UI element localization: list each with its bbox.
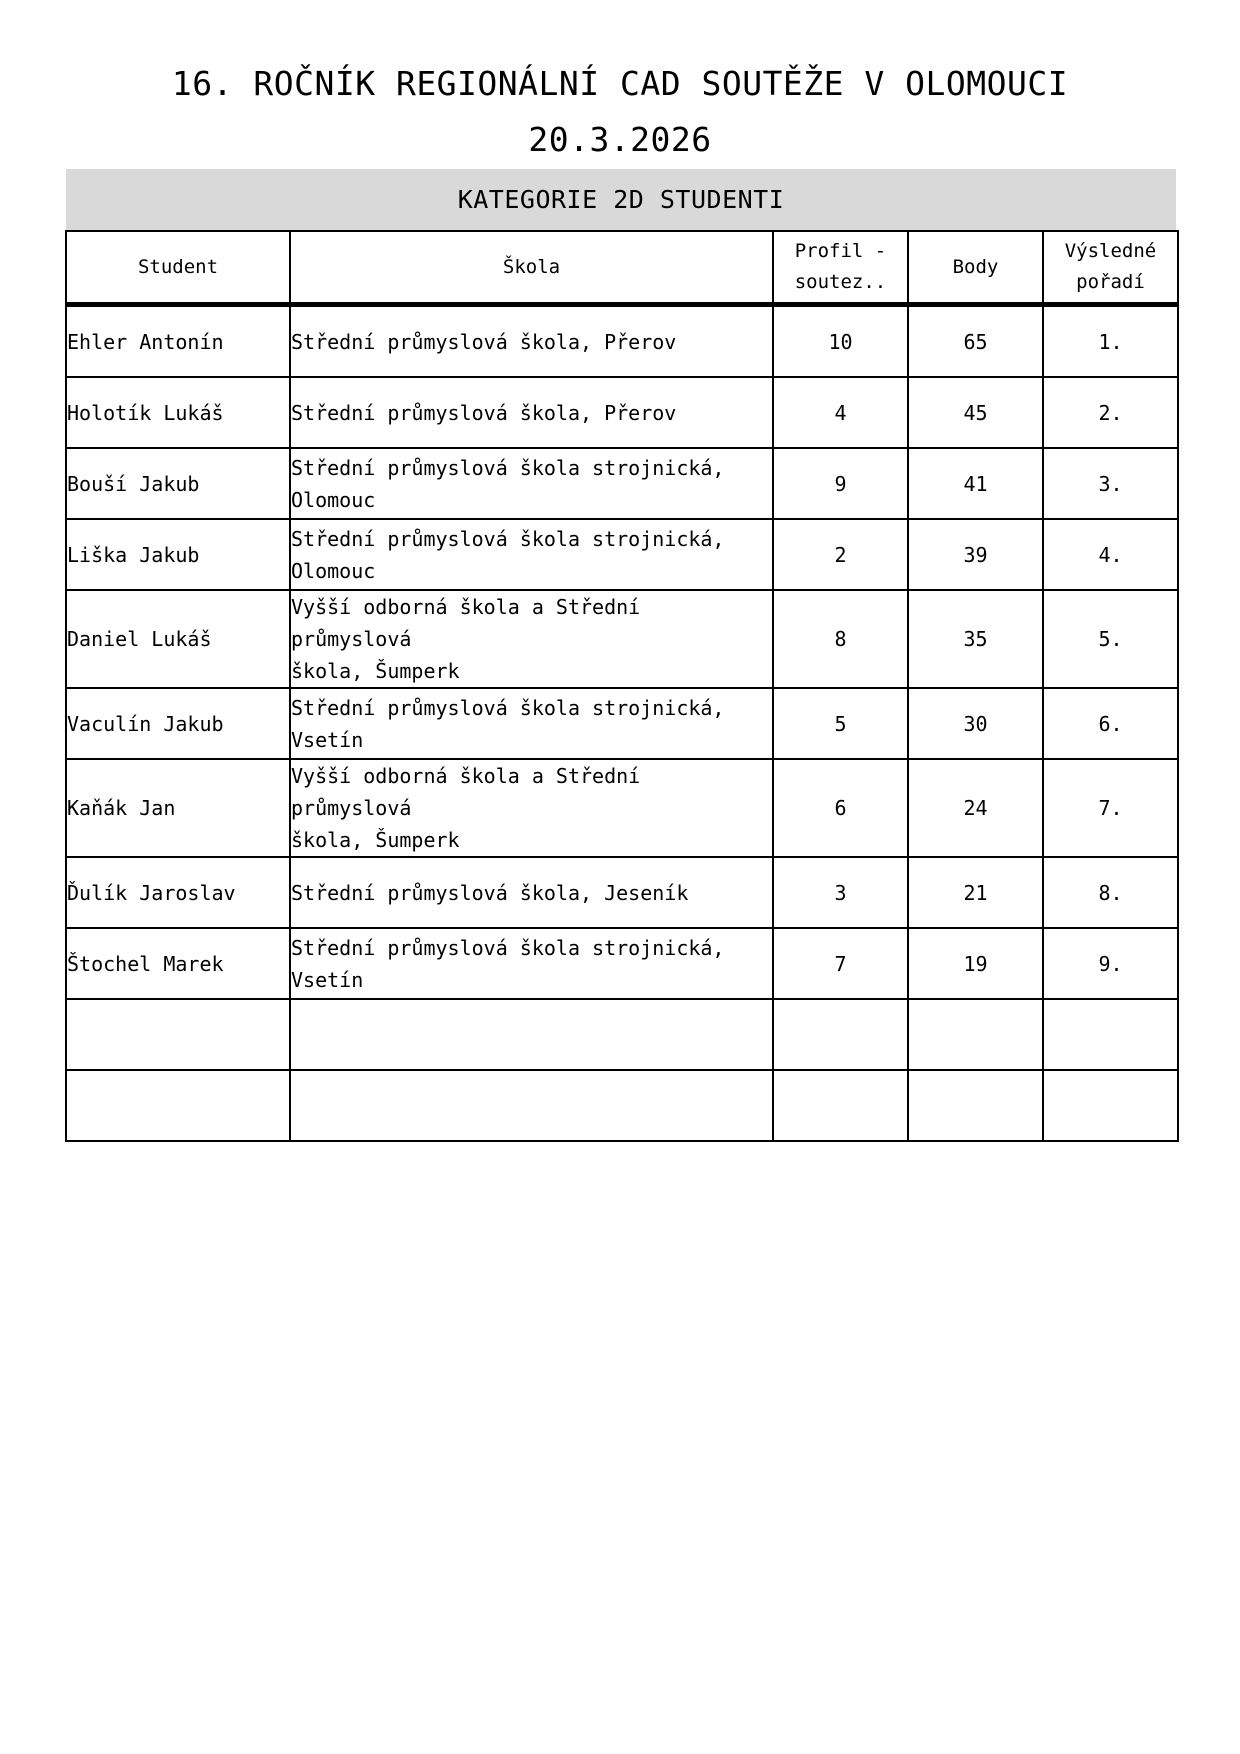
school-name: Střední průmyslová škola strojnická, Olomouc: [290, 519, 773, 590]
profile-number: [773, 999, 908, 1070]
points-value: 21: [908, 857, 1043, 928]
rank-value: 8.: [1043, 857, 1178, 928]
student-name: Kaňák Jan: [66, 759, 290, 857]
rank-value: 2.: [1043, 377, 1178, 448]
table-header-row: [66, 231, 1178, 305]
rank-value: [1043, 999, 1178, 1070]
column-header-rank: Výsledné pořadí: [1043, 231, 1178, 305]
points-value: 35: [908, 590, 1043, 688]
school-name: [290, 1070, 773, 1141]
student-name: Vaculín Jakub: [66, 688, 290, 759]
student-name: Daniel Lukáš: [66, 590, 290, 688]
table-row: [66, 688, 1178, 759]
rank-value: 9.: [1043, 928, 1178, 999]
student-name: Ďulík Jaroslav: [66, 857, 290, 928]
profile-number: 10: [773, 305, 908, 378]
table-row-empty: [66, 999, 1178, 1070]
rank-value: 5.: [1043, 590, 1178, 688]
points-value: 65: [908, 305, 1043, 378]
table-row: [66, 928, 1178, 999]
column-header-points: Body: [908, 231, 1043, 305]
profile-number: 3: [773, 857, 908, 928]
rank-value: 7.: [1043, 759, 1178, 857]
profile-number: 7: [773, 928, 908, 999]
table-row: [66, 305, 1178, 378]
student-name: Štochel Marek: [66, 928, 290, 999]
school-name: Střední průmyslová škola strojnická, Olomouc: [290, 448, 773, 519]
table-row: [66, 448, 1178, 519]
table-row-empty: [66, 1070, 1178, 1141]
school-name: Střední průmyslová škola, Přerov: [290, 305, 773, 378]
rank-value: 1.: [1043, 305, 1178, 378]
column-header-school: Škola: [290, 231, 773, 305]
student-name: Ehler Antonín: [66, 305, 290, 378]
student-name: Bouší Jakub: [66, 448, 290, 519]
points-value: [908, 999, 1043, 1070]
table-row: [66, 590, 1178, 688]
rank-value: [1043, 1070, 1178, 1141]
points-value: [908, 1070, 1043, 1141]
school-name: Vyšší odborná škola a Střední průmyslová škola, Šumperk: [290, 759, 773, 857]
profile-number: [773, 1070, 908, 1141]
points-value: 39: [908, 519, 1043, 590]
school-name: Střední průmyslová škola strojnická, Vsetín: [290, 928, 773, 999]
rank-value: 4.: [1043, 519, 1178, 590]
column-header-profile: Profil - soutez..: [773, 231, 908, 305]
profile-number: 4: [773, 377, 908, 448]
points-value: 19: [908, 928, 1043, 999]
profile-number: 9: [773, 448, 908, 519]
results-table: [65, 230, 1179, 1142]
student-name: [66, 999, 290, 1070]
document-title: 16. ROČNÍK REGIONÁLNÍ CAD SOUTĚŽE V OLOMOUCI: [171, 64, 1069, 103]
table-row: [66, 377, 1178, 448]
school-name: Střední průmyslová škola, Jeseník: [290, 857, 773, 928]
table-row: [66, 519, 1178, 590]
points-value: 24: [908, 759, 1043, 857]
profile-number: 8: [773, 590, 908, 688]
column-header-student: Student: [66, 231, 290, 305]
table-row: [66, 759, 1178, 857]
student-name: Liška Jakub: [66, 519, 290, 590]
points-value: 30: [908, 688, 1043, 759]
rank-value: 6.: [1043, 688, 1178, 759]
category-heading: KATEGORIE 2D STUDENTI: [66, 169, 1176, 231]
profile-number: 2: [773, 519, 908, 590]
rank-value: 3.: [1043, 448, 1178, 519]
profile-number: 6: [773, 759, 908, 857]
school-name: Střední průmyslová škola strojnická, Vsetín: [290, 688, 773, 759]
school-name: Střední průmyslová škola, Přerov: [290, 377, 773, 448]
school-name: [290, 999, 773, 1070]
document-date: 20.3.2026: [528, 120, 712, 159]
points-value: 45: [908, 377, 1043, 448]
table-row: [66, 857, 1178, 928]
student-name: [66, 1070, 290, 1141]
profile-number: 5: [773, 688, 908, 759]
student-name: Holotík Lukáš: [66, 377, 290, 448]
school-name: Vyšší odborná škola a Střední průmyslová škola, Šumperk: [290, 590, 773, 688]
points-value: 41: [908, 448, 1043, 519]
